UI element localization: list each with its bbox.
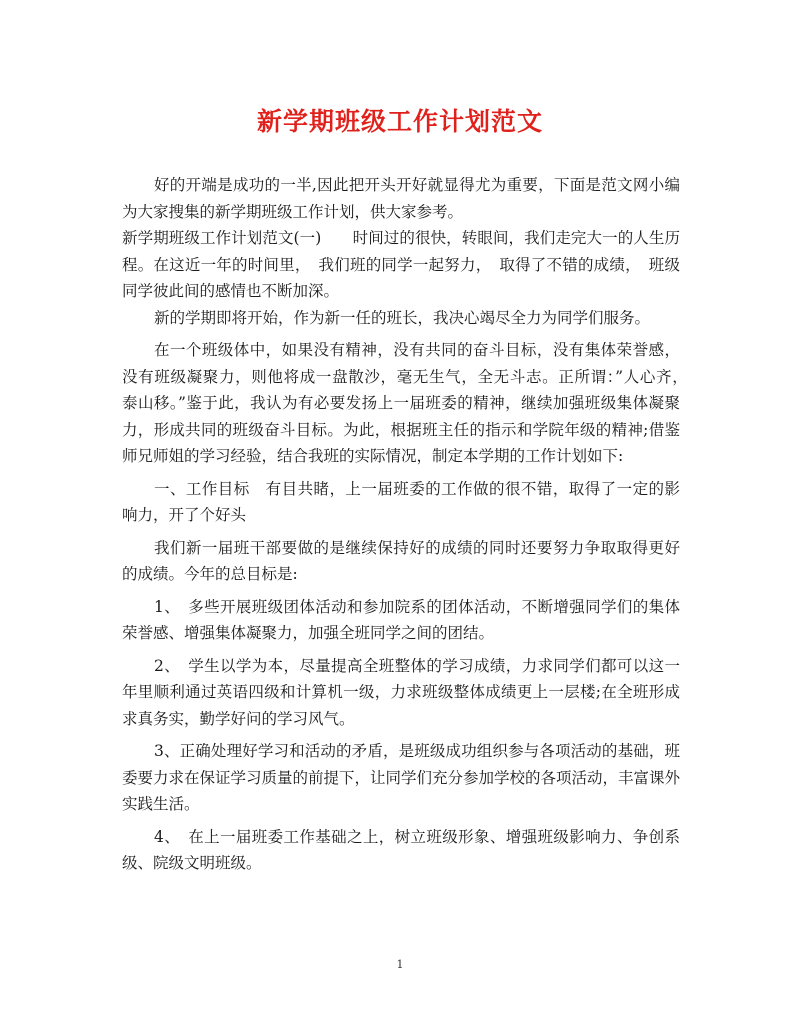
list-item-goal-4: 4、 在上一届班委工作基础之上，树立班级形象、增强班级影响力、争创系级、院级文明班级。: [122, 827, 680, 872]
document-title: 新学期班级工作计划范文: [256, 107, 543, 136]
paragraph-intro: 好的开端是成功的一半,因此把开头开好就显得尤为重要，下面是范文网小编为大家搜集的新学期班级工作计划，供大家参考。: [122, 176, 680, 221]
list-item-goal-2: 2、 学生以学为本，尽量提高全班整体的学习成绩，力求同学们都可以这一年里顺利通过英语四级和计算机一级，力求班级整体成绩更上一层楼;在全班形成求真务实，勤学好问的学习风气。: [122, 656, 680, 728]
paragraph-new-term: 新的学期即将开始，作为新一任的班长，我决心竭尽全力为同学们服务。: [154, 308, 651, 327]
list-item-goal-3: 3、正确处理好学习和活动的矛盾，是班级成功组织参与各项活动的基础，班委要力求在保证学习质量的前提下，让同学们充分参加学校的各项活动，丰富课外实践生活。: [122, 742, 681, 813]
paragraph-overall-goal: 我们新一届班干部要做的是继续保持好的成绩的同时还要努力争取取得更好的成绩。今年的总目标是:: [122, 538, 680, 583]
list-item-goal-1: 1、 多些开展班级团体活动和参加院系的团体活动，不断增强同学们的集体荣誉感、增强集体凝聚力，加强全班同学之间的团结。: [122, 597, 680, 642]
paragraph-goal-heading: 一、工作目标 有目共睹，上一届班委的工作做的很不错，取得了一定的影响力，开了个好头: [122, 479, 680, 524]
paragraph-sample-one: 新学期班级工作计划范文(一) 时间过的很快，转眼间，我们走完大一的人生历程。在这近一年的时间里， 我们班的同学一起努力， 取得了不错的成绩， 班级同学彼此间的感情也不断加深。: [122, 229, 680, 300]
paragraph-class-spirit: 在一个班级体中，如果没有精神，没有共同的奋斗目标，没有集体荣誉感，没有班级凝聚力，则他将成一盘散沙，毫无生气，全无斗志。正所谓：”人心齐， 泰山移。”鉴于此，我认为有必要发扬上一届班委的精神，继续加强班级集体凝聚力，形成共同的班级奋斗目标。为此，根据班主任的指示和学院年级的精神;借鉴师兄师姐的学习经验，结合我班的实际情况，制定本学期的工作计划如下:: [122, 341, 696, 465]
page-number: 1: [396, 958, 404, 971]
document-body: [122, 172, 696, 877]
